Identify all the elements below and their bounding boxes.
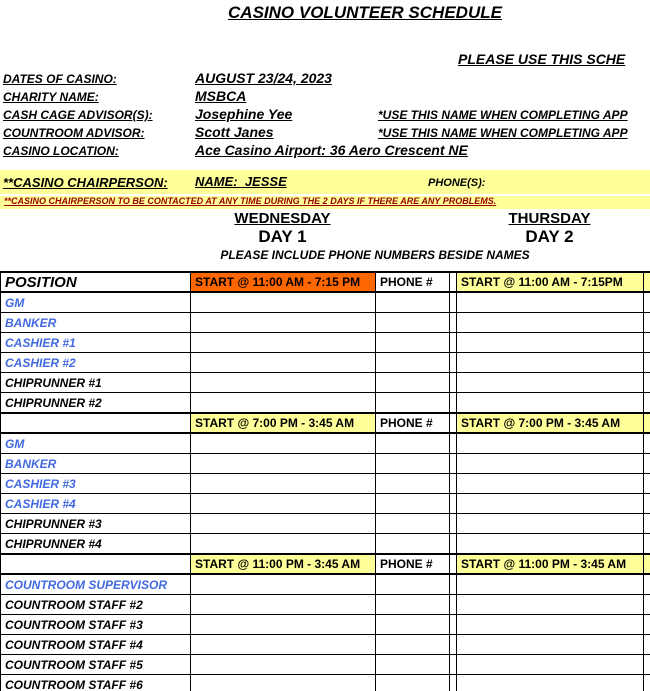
empty-position-cell xyxy=(1,554,191,574)
cash-cage-advisor-note: *USE THIS NAME WHEN COMPLETING APP xyxy=(378,108,628,122)
dates-value: AUGUST 23/24, 2023 xyxy=(195,70,332,86)
day2-name-cell[interactable] xyxy=(457,353,644,373)
day2-name-cell[interactable] xyxy=(457,534,644,555)
spacer-cell xyxy=(450,413,457,433)
chairperson-name: NAME: JESSE xyxy=(195,174,287,189)
phone-cell[interactable] xyxy=(376,595,450,615)
position-label: CASHIER #3 xyxy=(1,474,191,494)
table-row xyxy=(1,373,650,393)
day2-name-cell[interactable] xyxy=(457,313,644,333)
spacer-cell xyxy=(450,494,457,514)
position-label: CASHIER #1 xyxy=(1,333,191,353)
position-label: CHIPRUNNER #4 xyxy=(1,534,191,555)
phone-header: PHONE # xyxy=(376,413,450,433)
position-label: CASHIER #4 xyxy=(1,494,191,514)
clipped-edge-cell xyxy=(644,313,650,333)
charity-label: CHARITY NAME: xyxy=(3,90,99,104)
day1-name-cell[interactable] xyxy=(191,494,376,514)
position-label: CHIPRUNNER #2 xyxy=(1,393,191,414)
table-row xyxy=(1,474,650,494)
spacer-cell xyxy=(450,433,457,454)
day1-shift1-header: START @ 11:00 AM - 7:15 PM xyxy=(191,272,376,292)
section3-header-row xyxy=(1,554,650,574)
section1-header-row xyxy=(1,272,650,292)
day1-name-cell[interactable] xyxy=(191,595,376,615)
phone-cell[interactable] xyxy=(376,292,450,313)
position-label: CHIPRUNNER #1 xyxy=(1,373,191,393)
day1-name-cell[interactable] xyxy=(191,313,376,333)
table-row xyxy=(1,454,650,474)
spacer-cell xyxy=(450,635,457,655)
phone-header: PHONE # xyxy=(376,554,450,574)
table-row xyxy=(1,615,650,635)
phone-cell[interactable] xyxy=(376,454,450,474)
spacer-cell xyxy=(450,353,457,373)
spacer-cell xyxy=(450,333,457,353)
day1-weekday: WEDNESDAY xyxy=(234,210,331,227)
clipped-edge-cell xyxy=(644,292,650,313)
clipped-edge-cell xyxy=(644,554,650,574)
day2-shift3-header: START @ 11:00 PM - 3:45 AM xyxy=(457,554,644,574)
table-row xyxy=(1,494,650,514)
clipped-edge-cell xyxy=(644,534,650,555)
clipped-edge-cell xyxy=(644,353,650,373)
phone-cell[interactable] xyxy=(376,514,450,534)
day1-name-cell[interactable] xyxy=(191,615,376,635)
phone-cell[interactable] xyxy=(376,433,450,454)
table-row xyxy=(1,595,650,615)
phone-cell[interactable] xyxy=(376,615,450,635)
spacer-cell xyxy=(450,554,457,574)
clipped-edge-cell xyxy=(644,574,650,595)
clipped-edge-cell xyxy=(644,393,650,414)
day2-name-cell[interactable] xyxy=(457,373,644,393)
table-row xyxy=(1,675,650,691)
clipped-edge-cell xyxy=(644,635,650,655)
chairperson-phone-label: PHONE(S): xyxy=(428,177,486,189)
phone-cell[interactable] xyxy=(376,353,450,373)
position-label: COUNTROOM STAFF #4 xyxy=(1,635,191,655)
spacer-cell xyxy=(450,655,457,675)
clipped-edge-cell xyxy=(644,373,650,393)
day1-name-cell[interactable] xyxy=(191,333,376,353)
spacer-cell xyxy=(450,292,457,313)
day1-name-cell[interactable] xyxy=(191,534,376,555)
phone-cell[interactable] xyxy=(376,333,450,353)
table-row xyxy=(1,534,650,555)
day1-name-cell[interactable] xyxy=(191,474,376,494)
clipped-edge-cell xyxy=(644,474,650,494)
day1-name-cell[interactable] xyxy=(191,292,376,313)
clipped-edge-cell xyxy=(644,615,650,635)
position-label: COUNTROOM STAFF #3 xyxy=(1,615,191,635)
day1-name-cell[interactable] xyxy=(191,393,376,414)
cash-cage-advisor-value: Josephine Yee xyxy=(195,106,293,122)
position-label: CASHIER #2 xyxy=(1,353,191,373)
day2-name-cell[interactable] xyxy=(457,292,644,313)
position-label: BANKER xyxy=(1,313,191,333)
day2-name-cell[interactable] xyxy=(457,675,644,691)
spacer-cell xyxy=(450,393,457,414)
day2-name-cell[interactable] xyxy=(457,514,644,534)
day2-weekday: THURSDAY xyxy=(508,210,591,227)
table-row xyxy=(1,353,650,373)
empty-position-cell xyxy=(1,413,191,433)
day1-shift3-header: START @ 11:00 PM - 3:45 AM xyxy=(191,554,376,574)
position-label: GM xyxy=(1,433,191,454)
clipped-edge-cell xyxy=(644,433,650,454)
day2-name-cell[interactable] xyxy=(457,454,644,474)
table-row xyxy=(1,514,650,534)
position-label: GM xyxy=(1,292,191,313)
day1-name-cell[interactable] xyxy=(191,373,376,393)
day2-name-cell[interactable] xyxy=(457,615,644,635)
spacer-cell xyxy=(450,474,457,494)
clipped-edge-cell xyxy=(644,454,650,474)
clipped-edge-cell xyxy=(644,494,650,514)
spacer-cell xyxy=(450,313,457,333)
day2-name-cell[interactable] xyxy=(457,494,644,514)
clipped-edge-cell xyxy=(644,675,650,691)
day1-name-cell[interactable] xyxy=(191,655,376,675)
phone-cell[interactable] xyxy=(376,393,450,414)
day1-name-cell[interactable] xyxy=(191,574,376,595)
page-title: CASINO VOLUNTEER SCHEDULE xyxy=(228,3,502,22)
day1-name-cell[interactable] xyxy=(191,635,376,655)
position-label: COUNTROOM STAFF #6 xyxy=(1,675,191,691)
location-label: CASINO LOCATION: xyxy=(3,144,119,158)
spacer-cell xyxy=(450,454,457,474)
day1-name-cell[interactable] xyxy=(191,454,376,474)
day2-name-cell[interactable] xyxy=(457,574,644,595)
schedule-table xyxy=(0,271,650,691)
chairperson-label: **CASINO CHAIRPERSON: xyxy=(3,175,168,190)
phone-cell[interactable] xyxy=(376,494,450,514)
day2-name-cell[interactable] xyxy=(457,595,644,615)
table-row xyxy=(1,333,650,353)
position-label: COUNTROOM STAFF #2 xyxy=(1,595,191,615)
position-header: POSITION xyxy=(1,272,191,292)
include-phone-note: PLEASE INCLUDE PHONE NUMBERS BESIDE NAMES xyxy=(220,248,530,262)
day1-name-cell[interactable] xyxy=(191,514,376,534)
day1-name-cell[interactable] xyxy=(191,433,376,454)
charity-value: MSBCA xyxy=(195,88,247,104)
clipped-edge-cell xyxy=(644,413,650,433)
countroom-advisor-note: *USE THIS NAME WHEN COMPLETING APP xyxy=(378,126,628,140)
cash-cage-advisor-label: CASH CAGE ADVISOR(S): xyxy=(3,108,153,122)
phone-cell[interactable] xyxy=(376,373,450,393)
phone-cell[interactable] xyxy=(376,675,450,691)
spacer-cell xyxy=(450,534,457,555)
section2-header-row xyxy=(1,413,650,433)
day1-name-cell[interactable] xyxy=(191,353,376,373)
location-value: Ace Casino Airport: 36 Aero Crescent NE xyxy=(195,142,468,158)
spacer-cell xyxy=(450,514,457,534)
day2-name-cell[interactable] xyxy=(457,655,644,675)
dates-label: DATES OF CASINO: xyxy=(3,72,117,86)
phone-cell[interactable] xyxy=(376,313,450,333)
clipped-edge-cell xyxy=(644,272,650,292)
day2-name-cell[interactable] xyxy=(457,393,644,414)
phone-header: PHONE # xyxy=(376,272,450,292)
day2-name-cell[interactable] xyxy=(457,474,644,494)
phone-cell[interactable] xyxy=(376,574,450,595)
day1-shift2-header: START @ 7:00 PM - 3:45 AM xyxy=(191,413,376,433)
day2-name-cell[interactable] xyxy=(457,333,644,353)
table-row xyxy=(1,574,650,595)
phone-cell[interactable] xyxy=(376,474,450,494)
table-row xyxy=(1,292,650,313)
clipped-edge-cell xyxy=(644,514,650,534)
chairperson-warning: **CASINO CHAIRPERSON TO BE CONTACTED AT ANY TIME DURING THE 2 DAYS IF THERE ARE ANY PROBLEMS. xyxy=(4,196,497,206)
top-right-note: PLEASE USE THIS SCHE xyxy=(458,51,626,67)
position-label: CHIPRUNNER #3 xyxy=(1,514,191,534)
countroom-advisor-label: COUNTROOM ADVISOR: xyxy=(3,126,145,140)
clipped-edge-cell xyxy=(644,595,650,615)
spacer-cell xyxy=(450,373,457,393)
phone-cell[interactable] xyxy=(376,635,450,655)
day2-name-cell[interactable] xyxy=(457,433,644,454)
day2-shift2-header: START @ 7:00 PM - 3:45 AM xyxy=(457,413,644,433)
clipped-edge-cell xyxy=(644,655,650,675)
position-label: COUNTROOM SUPERVISOR xyxy=(1,574,191,595)
clipped-edge-cell xyxy=(644,333,650,353)
phone-cell[interactable] xyxy=(376,534,450,555)
table-row xyxy=(1,635,650,655)
spacer-cell xyxy=(450,574,457,595)
day2-name-cell[interactable] xyxy=(457,635,644,655)
position-label: COUNTROOM STAFF #5 xyxy=(1,655,191,675)
position-label: BANKER xyxy=(1,454,191,474)
spacer-cell xyxy=(450,675,457,691)
table-row xyxy=(1,433,650,454)
spacer-cell xyxy=(450,595,457,615)
countroom-advisor-value: Scott Janes xyxy=(195,124,274,140)
table-row xyxy=(1,313,650,333)
day2-shift1-header: START @ 11:00 AM - 7:15PM xyxy=(457,272,644,292)
day1-name-cell[interactable] xyxy=(191,675,376,691)
spacer-cell xyxy=(450,272,457,292)
phone-cell[interactable] xyxy=(376,655,450,675)
table-row xyxy=(1,655,650,675)
day2-label: DAY 2 xyxy=(525,227,574,246)
table-row xyxy=(1,393,650,414)
spacer-cell xyxy=(450,615,457,635)
day1-label: DAY 1 xyxy=(258,227,307,246)
